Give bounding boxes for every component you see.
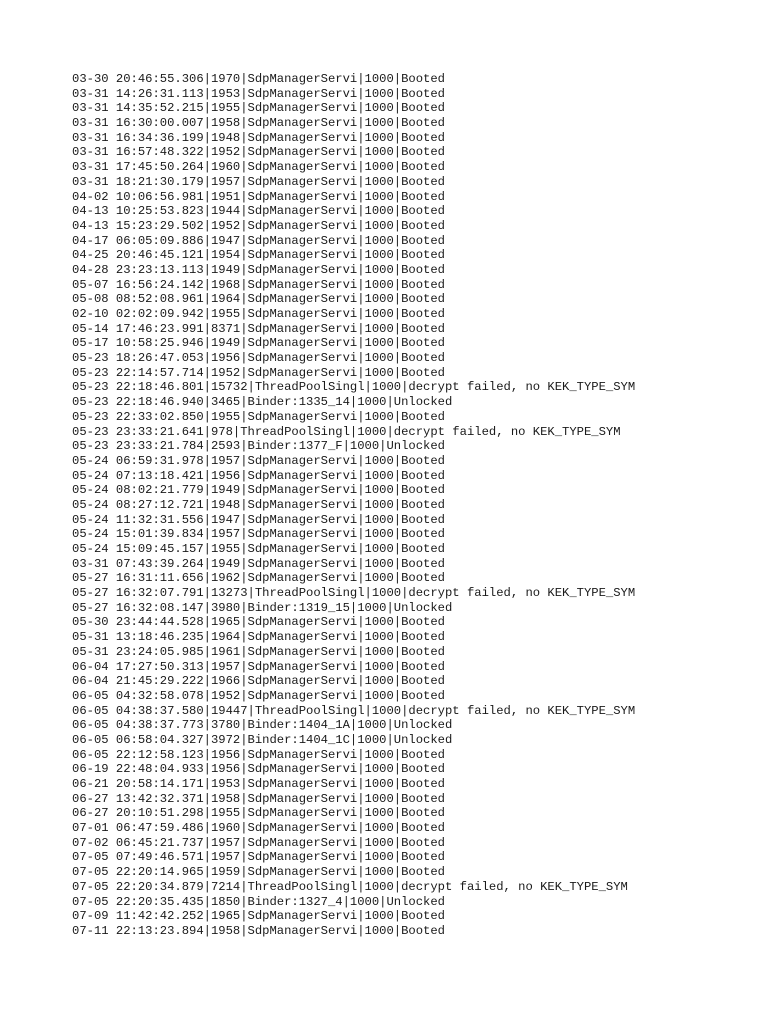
log-line: 03-31 16:57:48.322|1952|SdpManagerServi|1000|Booted [72, 145, 445, 160]
log-line: 04-17 06:05:09.886|1947|SdpManagerServi|1000|Booted [72, 233, 445, 248]
log-line: 05-17 10:58:25.946|1949|SdpManagerServi|1000|Booted [72, 336, 445, 351]
log-line: 05-31 23:24:05.985|1961|SdpManagerServi|1000|Booted [72, 644, 445, 659]
log-line: 04-02 10:06:56.981|1951|SdpManagerServi|1000|Booted [72, 189, 445, 204]
log-line: 03-31 14:35:52.215|1955|SdpManagerServi|1000|Booted [72, 101, 445, 116]
log-line: 03-31 07:43:39.264|1949|SdpManagerServi|1000|Booted [72, 556, 445, 571]
log-line: 05-07 16:56:24.142|1968|SdpManagerServi|1000|Booted [72, 277, 445, 292]
log-line: 05-27 16:32:07.791|13273|ThreadPoolSingl|1000|decrypt failed, no KEK_TYPE_SYM [72, 586, 636, 601]
log-line: 05-08 08:52:08.961|1964|SdpManagerServi|1000|Booted [72, 292, 445, 307]
log-line: 07-01 06:47:59.486|1960|SdpManagerServi|1000|Booted [72, 821, 445, 836]
log-line: 05-23 22:14:57.714|1952|SdpManagerServi|1000|Booted [72, 365, 445, 380]
log-line: 06-04 17:27:50.313|1957|SdpManagerServi|1000|Booted [72, 659, 445, 674]
log-line: 05-27 16:32:08.147|3980|Binder:1319_15|1000|Unlocked [72, 600, 453, 615]
log-line: 04-28 23:23:13.113|1949|SdpManagerServi|1000|Booted [72, 262, 445, 277]
log-line: 04-25 20:46:45.121|1954|SdpManagerServi|1000|Booted [72, 248, 445, 263]
log-line: 06-21 20:58:14.171|1953|SdpManagerServi|1000|Booted [72, 777, 445, 791]
log-line: 05-24 11:32:31.556|1947|SdpManagerServi|1000|Booted [72, 512, 445, 527]
log-listing [72, 72, 635, 939]
log-line: 06-05 04:38:37.580|19447|ThreadPoolSingl|1000|decrypt failed, no KEK_TYPE_SYM [72, 703, 636, 718]
log-line: 06-05 04:32:58.078|1952|SdpManagerServi|1000|Booted [72, 688, 445, 703]
log-line: 07-02 06:45:21.737|1957|SdpManagerServi|1000|Booted [72, 835, 445, 850]
log-line: 05-23 22:18:46.940|3465|Binder:1335_14|1000|Unlocked [72, 395, 453, 410]
log-line: 05-24 15:01:39.834|1957|SdpManagerServi|1000|Booted [72, 527, 445, 542]
log-line: 03-31 16:30:00.007|1958|SdpManagerServi|1000|Booted [72, 116, 445, 131]
log-line: 07-05 07:49:46.571|1957|SdpManagerServi|1000|Booted [72, 850, 445, 865]
log-line: 05-24 08:27:12.721|1948|SdpManagerServi|1000|Booted [72, 497, 445, 512]
log-line: 07-11 22:13:23.894|1958|SdpManagerServi|1000|Booted [72, 923, 445, 938]
log-line: 05-23 23:33:21.784|2593|Binder:1377_F|1000|Unlocked [72, 439, 445, 454]
log-line: 06-04 21:45:29.222|1966|SdpManagerServi|1000|Booted [72, 674, 445, 689]
log-line: 05-27 16:31:11.656|1962|SdpManagerServi|1000|Booted [72, 571, 445, 586]
log-line: 05-23 22:18:46.801|15732|ThreadPoolSingl|1000|decrypt failed, no KEK_TYPE_SYM [72, 380, 636, 395]
log-line: 05-23 23:33:21.641|978|ThreadPoolSingl|1000|decrypt failed, no KEK_TYPE_SYM [72, 424, 621, 439]
log-line: 07-05 22:20:14.965|1959|SdpManagerServi|1000|Booted [72, 865, 445, 880]
log-line: 07-05 22:20:34.879|7214|ThreadPoolSingl|1000|decrypt failed, no KEK_TYPE_SYM [72, 879, 628, 894]
log-line: 03-31 17:45:50.264|1960|SdpManagerServi|1000|Booted [72, 160, 445, 175]
log-line: 05-24 08:02:21.779|1949|SdpManagerServi|1000|Booted [72, 483, 445, 498]
log-line: 05-31 13:18:46.235|1964|SdpManagerServi|1000|Booted [72, 630, 445, 645]
log-line: 06-27 20:10:51.298|1955|SdpManagerServi|1000|Booted [72, 806, 445, 821]
log-line: 05-24 06:59:31.978|1957|SdpManagerServi|1000|Booted [72, 453, 445, 468]
log-line: 05-23 22:33:02.850|1955|SdpManagerServi|1000|Booted [72, 409, 445, 424]
log-line: 07-05 22:20:35.435|1850|Binder:1327_4|1000|Unlocked [72, 894, 445, 909]
log-line: 05-14 17:46:23.991|8371|SdpManagerServi|1000|Booted [72, 321, 445, 336]
log-line: 03-31 16:34:36.199|1948|SdpManagerServi|1000|Booted [72, 130, 445, 145]
log-line: 03-31 14:26:31.113|1953|SdpManagerServi|1000|Booted [72, 86, 445, 101]
log-line: 05-24 07:13:18.421|1956|SdpManagerServi|1000|Booted [72, 468, 445, 483]
log-line: 05-24 15:09:45.157|1955|SdpManagerServi|1000|Booted [72, 542, 445, 556]
log-line: 06-05 06:58:04.327|3972|Binder:1404_1C|1000|Unlocked [72, 732, 453, 747]
log-line: 07-09 11:42:42.252|1965|SdpManagerServi|1000|Booted [72, 909, 445, 924]
log-line: 04-13 10:25:53.823|1944|SdpManagerServi|1000|Booted [72, 204, 445, 219]
log-line: 05-30 23:44:44.528|1965|SdpManagerServi|1000|Booted [72, 615, 445, 630]
log-line: 06-05 22:12:58.123|1956|SdpManagerServi|1000|Booted [72, 747, 445, 762]
log-line: 03-31 18:21:30.179|1957|SdpManagerServi|1000|Booted [72, 174, 445, 189]
log-line: 06-19 22:48:04.933|1956|SdpManagerServi|1000|Booted [72, 762, 445, 777]
log-line: 06-27 13:42:32.371|1958|SdpManagerServi|1000|Booted [72, 791, 445, 806]
log-line: 05-23 18:26:47.053|1956|SdpManagerServi|1000|Booted [72, 351, 445, 366]
log-line: 03-30 20:46:55.306|1970|SdpManagerServi|1000|Booted [72, 72, 445, 86]
log-line: 06-05 04:38:37.773|3780|Binder:1404_1A|1000|Unlocked [72, 718, 453, 733]
log-line: 02-10 02:02:09.942|1955|SdpManagerServi|1000|Booted [72, 307, 445, 321]
log-line: 04-13 15:23:29.502|1952|SdpManagerServi|1000|Booted [72, 218, 445, 233]
